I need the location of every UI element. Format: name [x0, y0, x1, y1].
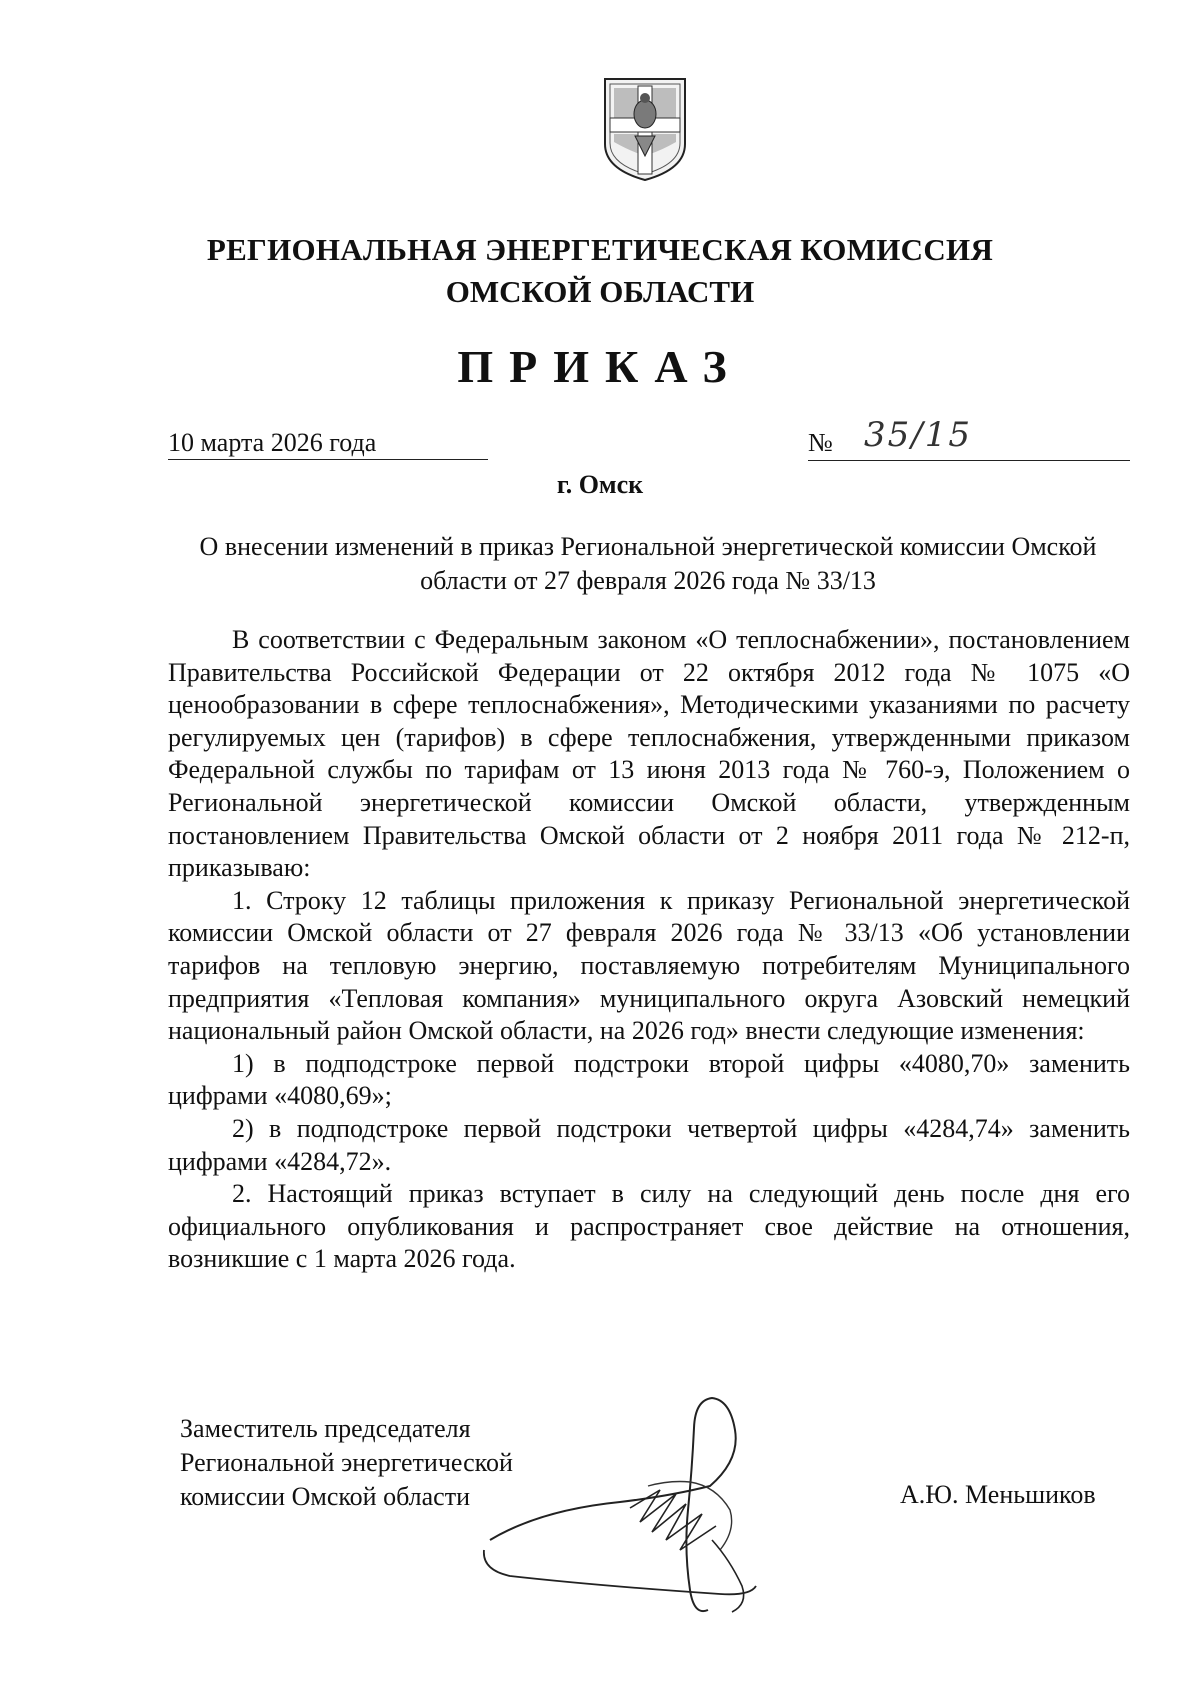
number-sign: №	[808, 428, 833, 457]
document-number-field	[808, 415, 1130, 461]
organization-name-line1: РЕГИОНАЛЬНАЯ ЭНЕРГЕТИЧЕСКАЯ КОМИССИЯ	[206, 232, 994, 267]
signatory-position-line3: комиссии Омской области	[180, 1482, 470, 1511]
signatory-name: А.Ю. Меньшиков	[900, 1480, 1096, 1509]
signatory-position-line1: Заместитель председателя	[180, 1414, 471, 1443]
document-city: г. Омск	[556, 470, 644, 499]
handwritten-signature	[480, 1390, 800, 1620]
handwritten-document-number: 35/15	[864, 415, 972, 455]
signatory-position-line2: Региональной энергетической	[180, 1448, 513, 1477]
document-title: О внесении изменений в приказ Региональной энергетической комиссии Омской области от 27 февраля 2026 года № 33/13	[199, 532, 1097, 595]
signatory-position	[180, 1412, 513, 1514]
coat-of-arms-emblem	[600, 74, 690, 184]
subclause-1-paragraph: 1) в подподстроке первой подстроки второй цифры «4080,70» заменить цифрами «4080,69»;	[168, 1048, 1130, 1111]
organization-name-line2: ОМСКОЙ ОБЛАСТИ	[445, 274, 755, 309]
subclause-2-paragraph: 2) в подподстроке первой подстроки четвертой цифры «4284,74» заменить цифрами «4284,72».	[168, 1113, 1130, 1176]
clause-1-paragraph: 1. Строку 12 таблицы приложения к приказу Региональной энергетической комиссии Омской области от 27 февраля 2026 года № 33/13 «Об установлении тарифов на тепловую энергию, поставляемую потребителям Муниципального предприятия «Тепловая компания» муниципального округа Азовский немецкий национальный район Омской области, на 2026 год» внести следующие изменения:	[168, 885, 1130, 1046]
preamble-paragraph: В соответствии с Федеральным законом «О теплоснабжении», постановлением Правительства Российской Федерации от 22 октября 2012 года № 1075 «О ценообразовании в сфере теплоснабжения», Методическими указаниями по расчету регулируемых цен (тарифов) в сфере теплоснабжения, утвержденными приказом Федеральной службы по тарифам от 13 июня 2013 года № 760-э, Положением о Региональной энергетической комиссии Омской области, утвержденным постановлением Правительства Омской области от 2 ноября 2011 года № 212-п, приказываю:	[168, 625, 1130, 883]
document-type-heading: ПРИКАЗ	[457, 341, 743, 392]
document-body	[168, 624, 1130, 1276]
clause-2-paragraph: 2. Настоящий приказ вступает в силу на следующий день после дня его официального опубликования и распространяет свое действие на отношения, возникшие с 1 марта 2026 года.	[168, 1179, 1130, 1274]
document-date: 10 марта 2026 года	[168, 428, 488, 460]
